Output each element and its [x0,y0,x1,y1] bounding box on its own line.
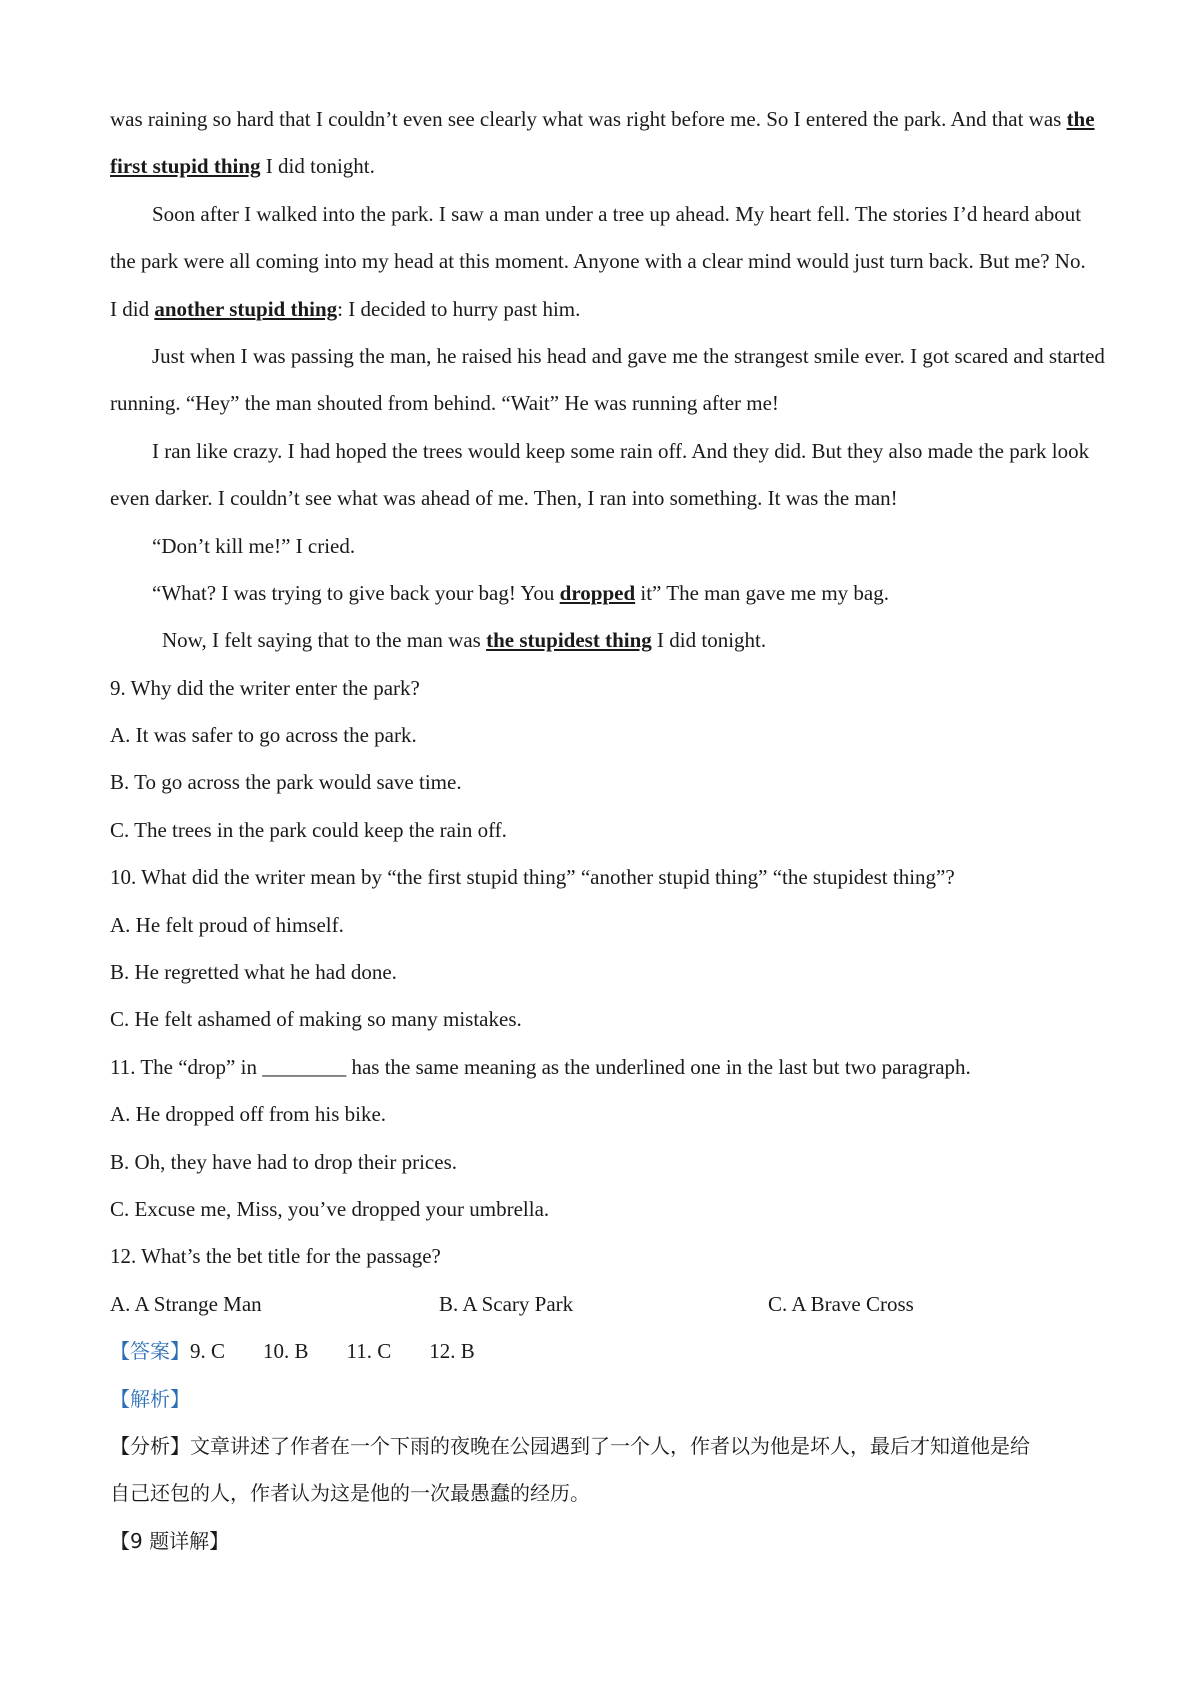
text-run: I did tonight. [260,154,375,179]
passage-p2-line2: the park were all coming into my head at this moment. Anyone with a clear mind would just turn back. But me? No. [110,249,1086,274]
question-11-option-a: A. He dropped off from his bike. [110,1102,387,1127]
underlined-phrase: dropped [559,580,636,605]
analysis-summary-line1: 【分析】文章讲述了作者在一个下雨的夜晚在公园遇到了一个人，作者以为他是坏人，最后才知道他是给 [110,1433,1030,1458]
question-10-option-b: B. He regretted what he had done. [110,960,397,985]
passage-p3-line2: running. “Hey” the man shouted from behind. “Wait” He was running after me! [110,391,779,416]
question-12-option-a: A. A Strange Man [110,1291,262,1316]
question-11-stem: 11. The “drop” in ________ has the same meaning as the underlined one in the last but two paragraph. [110,1054,971,1079]
question-9-option-b: B. To go across the park would save time. [110,770,462,795]
question-9-option-a: A. It was safer to go across the park. [110,723,417,748]
passage-p4-line1: I ran like crazy. I had hoped the trees would keep some rain off. And they did. But they also made the park look [152,438,1090,463]
passage-p5-line1: “Don’t kill me!” I cried. [152,533,356,558]
question-10-option-c: C. He felt ashamed of making so many mistakes. [110,1007,522,1032]
passage-p3-line1: Just when I was passing the man, he raised his head and gave me the strangest smile ever. I got scared and started [152,343,1105,368]
question-10-stem: 10. What did the writer mean by “the first stupid thing” “another stupid thing” “the stupidest thing”? [110,865,955,890]
answer-value: 11. C [346,1339,392,1364]
passage-p7-line1 [110,617,1100,664]
passage-p1-line1 [110,96,1100,143]
answer-line [110,1328,1100,1375]
text-run: I did [110,296,155,321]
question-12-options [110,1281,1100,1328]
analysis-tag: 【解析】 [110,1386,190,1411]
passage-p1-line2 [110,143,1100,190]
answer-value: 10. B [263,1339,309,1364]
detail-heading: 【9 题详解】 [110,1528,230,1553]
document-content [110,96,1105,1565]
passage-p2-line3 [110,286,1100,333]
question-12-option-b: B. A Scary Park [439,1291,574,1316]
question-11-option-c: C. Excuse me, Miss, you’ve dropped your umbrella. [110,1196,550,1221]
answer-tag: 【答案】 [110,1339,190,1364]
passage-p2-line1: Soon after I walked into the park. I saw a man under a tree up ahead. My heart fell. The stories I’d heard about [152,201,1082,226]
text-run: Now, I felt saying that to the man was [162,628,487,653]
question-12-option-c: C. A Brave Cross [768,1291,914,1316]
underlined-phrase: another stupid thing [154,296,338,321]
question-11-option-b: B. Oh, they have had to drop their prices. [110,1149,457,1174]
underlined-phrase: the [1066,107,1095,131]
question-9-option-c: C. The trees in the park could keep the rain off. [110,817,507,842]
underlined-phrase: the stupidest thing [486,628,652,653]
passage-p6-line1 [110,570,1100,617]
question-9-stem: 9. Why did the writer enter the park? [110,675,420,700]
text-run: “What? I was trying to give back your bag! You [152,580,560,605]
answer-value: 9. C [190,1339,226,1364]
question-12-stem: 12. What’s the bet title for the passage? [110,1244,441,1269]
text-run: it” The man gave me my bag. [635,580,890,605]
passage-p4-line2: even darker. I couldn’t see what was ahead of me. Then, I ran into something. It was the man! [110,486,898,511]
analysis-summary-line2: 自己还包的人，作者认为这是他的一次最愚蠢的经历。 [110,1481,590,1506]
question-10-option-a: A. He felt proud of himself. [110,912,344,937]
text-run: : I decided to hurry past him. [337,296,581,321]
text-run: was raining so hard that I couldn’t even see clearly what was right before me. So I entered the park. And that was [110,107,1067,131]
underlined-phrase: first stupid thing [110,154,261,179]
text-run: I did tonight. [651,628,767,653]
answer-value: 12. B [429,1339,475,1364]
